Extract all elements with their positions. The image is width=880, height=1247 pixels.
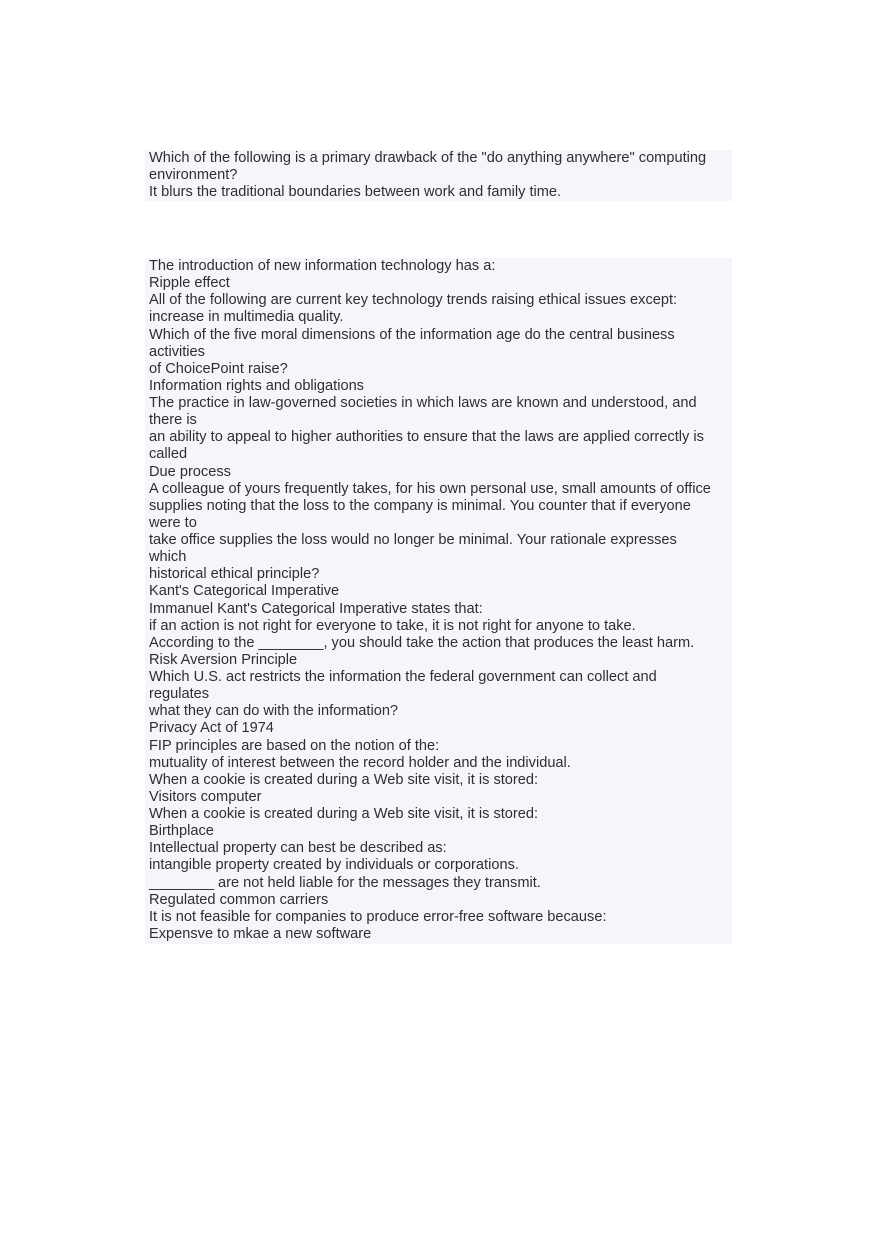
text-line: if an action is not right for everyone to take, it is not right for anyone to take. bbox=[149, 617, 636, 634]
text-line: Due process bbox=[149, 463, 231, 480]
text-line: increase in multimedia quality. bbox=[149, 309, 344, 326]
text-line: Which of the following is a primary drawback of the "do anything anywhere" computing bbox=[149, 150, 707, 166]
text-line: historical ethical principle? bbox=[149, 566, 320, 583]
text-line: an ability to appeal to higher authorities to ensure that the laws are applied correctly is bbox=[149, 429, 704, 446]
text-line: mutuality of interest between the record holder and the individual. bbox=[149, 754, 571, 771]
text-line: When a cookie is created during a Web site visit, it is stored: bbox=[149, 806, 539, 822]
text-line: called bbox=[149, 446, 188, 463]
text-line: activities bbox=[149, 343, 205, 360]
qa-block-2 bbox=[145, 258, 732, 944]
text-line: Intellectual property can best be described as: bbox=[149, 840, 447, 857]
text-line: When a cookie is created during a Web site visit, it is stored: bbox=[149, 771, 539, 788]
text-line: A colleague of yours frequently takes, for his own personal use, small amounts of office bbox=[149, 480, 711, 497]
text-line: Visitors computer bbox=[149, 788, 262, 805]
text-line: Expensve to mkae a new software bbox=[149, 925, 372, 942]
text-line: Immanuel Kant's Categorical Imperative states that: bbox=[149, 600, 483, 617]
text-line: Which of the five moral dimensions of the information age do the central business bbox=[149, 326, 675, 343]
text-line: Regulated common carriers bbox=[149, 891, 329, 908]
text-line: It blurs the traditional boundaries between work and family time. bbox=[149, 184, 562, 201]
text-line: Which U.S. act restricts the information the federal government can collect and bbox=[149, 669, 657, 685]
text-line: regulates bbox=[149, 686, 210, 703]
text-line: take office supplies the loss would no longer be minimal. Your rationale expresses bbox=[149, 532, 677, 548]
text-line: Birthplace bbox=[149, 823, 214, 840]
text-line: Privacy Act of 1974 bbox=[149, 720, 274, 737]
text-line: The practice in law-governed societies in which laws are known and understood, and bbox=[149, 395, 697, 411]
text-line: intangible property created by individuals or corporations. bbox=[149, 857, 519, 874]
text-line: were to bbox=[149, 514, 197, 531]
text-line: what they can do with the information? bbox=[149, 703, 399, 720]
text-line: environment? bbox=[149, 167, 238, 184]
text-line: FIP principles are based on the notion of the: bbox=[149, 737, 440, 754]
text-line: Risk Aversion Principle bbox=[149, 651, 298, 668]
text-line: Kant's Categorical Imperative bbox=[149, 583, 340, 600]
text-line: there is bbox=[149, 412, 197, 429]
text-line: All of the following are current key technology trends raising ethical issues except: bbox=[149, 292, 678, 309]
qa-block-1 bbox=[145, 150, 732, 201]
text-line: ________ are not held liable for the messages they transmit. bbox=[149, 874, 541, 891]
text-line: Ripple effect bbox=[149, 275, 230, 292]
text-line: Information rights and obligations bbox=[149, 377, 364, 394]
text-line: supplies noting that the loss to the company is minimal. You counter that if everyone bbox=[149, 497, 691, 514]
text-line: It is not feasible for companies to produce error-free software because: bbox=[149, 908, 607, 925]
text-line: of ChoicePoint raise? bbox=[149, 360, 288, 377]
text-line: According to the ________, you should take the action that produces the least harm. bbox=[149, 634, 695, 651]
text-line: The introduction of new information technology has a: bbox=[149, 258, 496, 274]
text-line: which bbox=[149, 549, 187, 566]
